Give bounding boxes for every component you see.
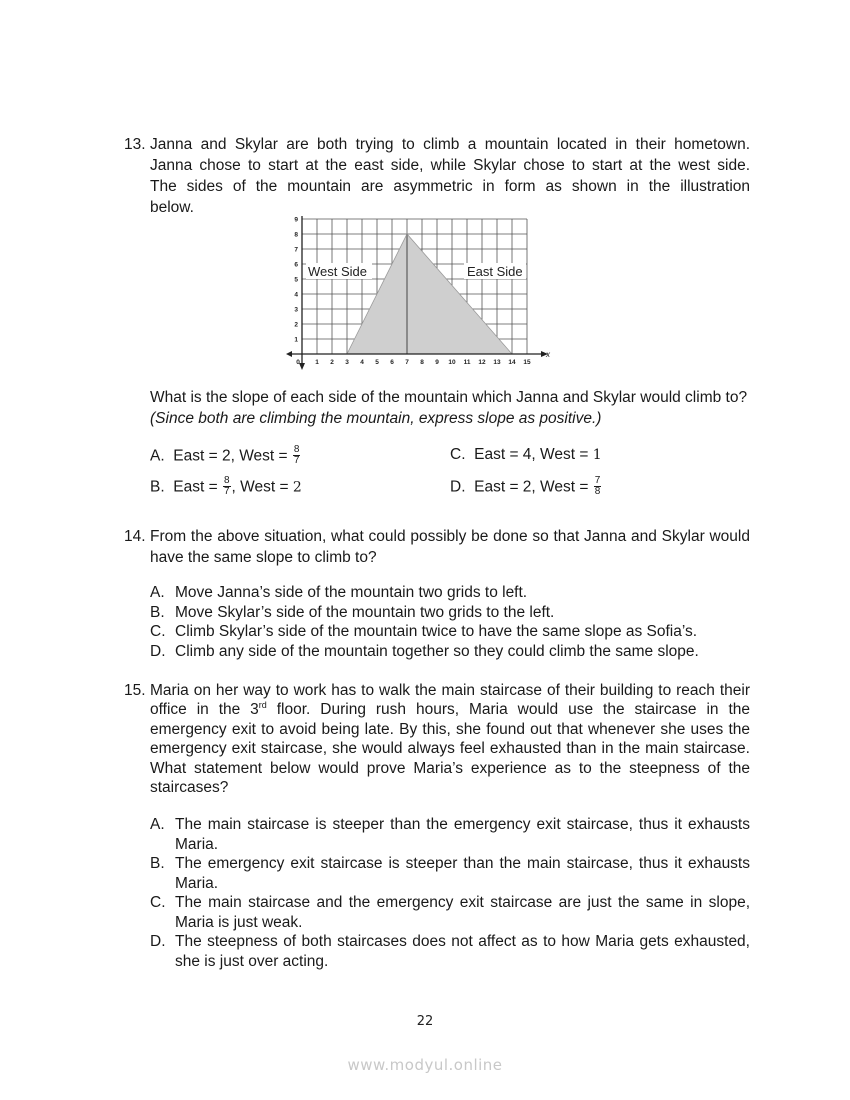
question-13 [124,134,750,218]
option-d[interactable] [450,477,602,498]
option-letter: C. [450,446,466,463]
y-tick-labels [294,217,298,344]
option-value: 1 [592,447,602,463]
option-d[interactable] [150,642,750,662]
fraction: $\frac{8}{7}$ [223,475,230,497]
svg-text:1: 1 [294,336,298,344]
svg-text:11: 11 [463,359,471,366]
option-text: East = 2, West = [474,478,593,496]
svg-text:3: 3 [345,359,349,366]
question-13-prompt [150,387,750,429]
stem-line: The sides of the mountain are asymmetric in form as shown in the illustration [150,178,750,195]
svg-text:4: 4 [294,291,298,299]
option-d[interactable] [150,932,750,971]
stem-line: Janna chose to start at the east side, while Skylar chose to start at the west side. [150,157,750,174]
question-stem: From the above situation, what could possibly be done so that Janna and Skylar would have the same slope to climb to? [150,528,750,566]
option-a[interactable] [150,446,301,467]
svg-text:5: 5 [294,276,298,284]
option-letter: A. [150,447,165,465]
svg-text:2: 2 [294,321,298,329]
question-14-options [150,583,750,661]
y-axis-arrow-down [299,363,305,370]
option-b[interactable] [150,477,302,498]
watermark: www.modyul.online [347,1056,503,1074]
option-text: East = 2, West = [173,447,292,465]
question-14 [124,526,750,568]
option-a[interactable] [150,815,750,854]
east-side-label: East Side [467,264,523,279]
option-letter: D. [150,933,166,950]
svg-text:0: 0 [296,359,300,366]
x-tick-labels [296,359,531,366]
svg-text:8: 8 [420,359,424,366]
prompt-text: What is the slope of each side of the mountain which Janna and Skylar would climb to? [150,389,748,406]
svg-text:3: 3 [294,306,298,314]
option-text: The steepness of both staircases does not affect as to how Maria gets exhausted, she is just over acting. [175,933,750,970]
svg-text:6: 6 [294,261,298,269]
question-15 [124,681,750,797]
question-15-options [150,815,750,971]
svg-text:4: 4 [360,359,364,366]
west-side-label: West Side [308,264,368,279]
stem-line: Janna and Skylar are both trying to climb a mountain located in their hometown. [150,136,750,153]
x-axis-label: x [546,350,550,359]
prompt-note: (Since both are climbing the mountain, express slope as positive.) [150,410,602,427]
svg-text:15: 15 [523,359,531,366]
x-axis-arrow-left [286,351,292,357]
fraction: $\frac{7}{8}$ [594,475,601,497]
svg-text:8: 8 [294,231,298,239]
option-c[interactable] [150,893,750,932]
svg-text:7: 7 [294,246,298,254]
option-letter: C. [150,894,166,911]
svg-text:2: 2 [330,359,334,366]
option-letter: B. [150,478,165,496]
svg-text:12: 12 [478,359,486,366]
option-b[interactable] [150,603,750,623]
option-c[interactable] [450,446,602,464]
question-number: 15. [124,682,146,699]
question-number: 14. [124,528,146,545]
svg-text:7: 7 [405,359,409,366]
option-letter: A. [150,584,165,601]
option-text: East = [173,478,222,496]
question-stem [150,134,750,218]
option-text: The main staircase is steeper than the emergency exit staircase, thus it exhausts Maria. [175,816,750,853]
page-number: 22 [416,1014,434,1029]
option-letter: B. [150,603,165,621]
option-text: East = 4, West = [474,446,593,463]
option-letter: D. [450,478,466,496]
option-text: Move Janna’s side of the mountain two grids to left. [175,584,528,601]
question-13-options [150,446,750,506]
option-b[interactable] [150,854,750,893]
svg-text:9: 9 [294,216,298,224]
svg-text:14: 14 [508,359,516,366]
option-letter: A. [150,816,165,833]
option-text: Climb any side of the mountain together so they could climb the same slope. [175,642,699,660]
question-stem: Maria on her way to work has to walk the main staircase of their building to reach their office in the 3rd floor. During rush hours, Maria would use the staircase in the emergency exit to avoid being late. By this, she found out that whenever she uses the emergency exit staircase, she would always feel exhausted than in the main staircase. What statement below would prove Maria’s experience as to the steepness of the staircases? [150,682,750,797]
option-a[interactable] [150,583,750,603]
svg-text:9: 9 [435,359,439,366]
option-letter: C. [150,623,166,640]
stem-line: below. [150,199,194,216]
superscript: rd [258,700,267,711]
question-number: 13. [124,136,146,153]
option-c[interactable] [150,622,750,642]
svg-text:10: 10 [448,359,456,366]
svg-text:13: 13 [493,359,501,366]
option-value: 2 [292,479,302,496]
fraction: $\frac{8}{7}$ [293,444,300,466]
option-text: The main staircase and the emergency exit staircase are just the same in slope, Maria is just weak. [175,894,750,931]
option-text: Move Skylar’s side of the mountain two grids to the left. [175,603,555,621]
option-text: The emergency exit staircase is steeper than the main staircase, thus it exhausts Maria. [175,855,750,892]
option-letter: D. [150,642,166,660]
svg-text:6: 6 [390,359,394,366]
option-text: Climb Skylar’s side of the mountain twice to have the same slope as Sofia’s. [175,623,698,640]
option-text: , West = [231,478,293,496]
svg-text:1: 1 [315,359,319,366]
option-letter: B. [150,855,165,872]
mountain-graph [280,210,555,370]
svg-text:5: 5 [375,359,379,366]
